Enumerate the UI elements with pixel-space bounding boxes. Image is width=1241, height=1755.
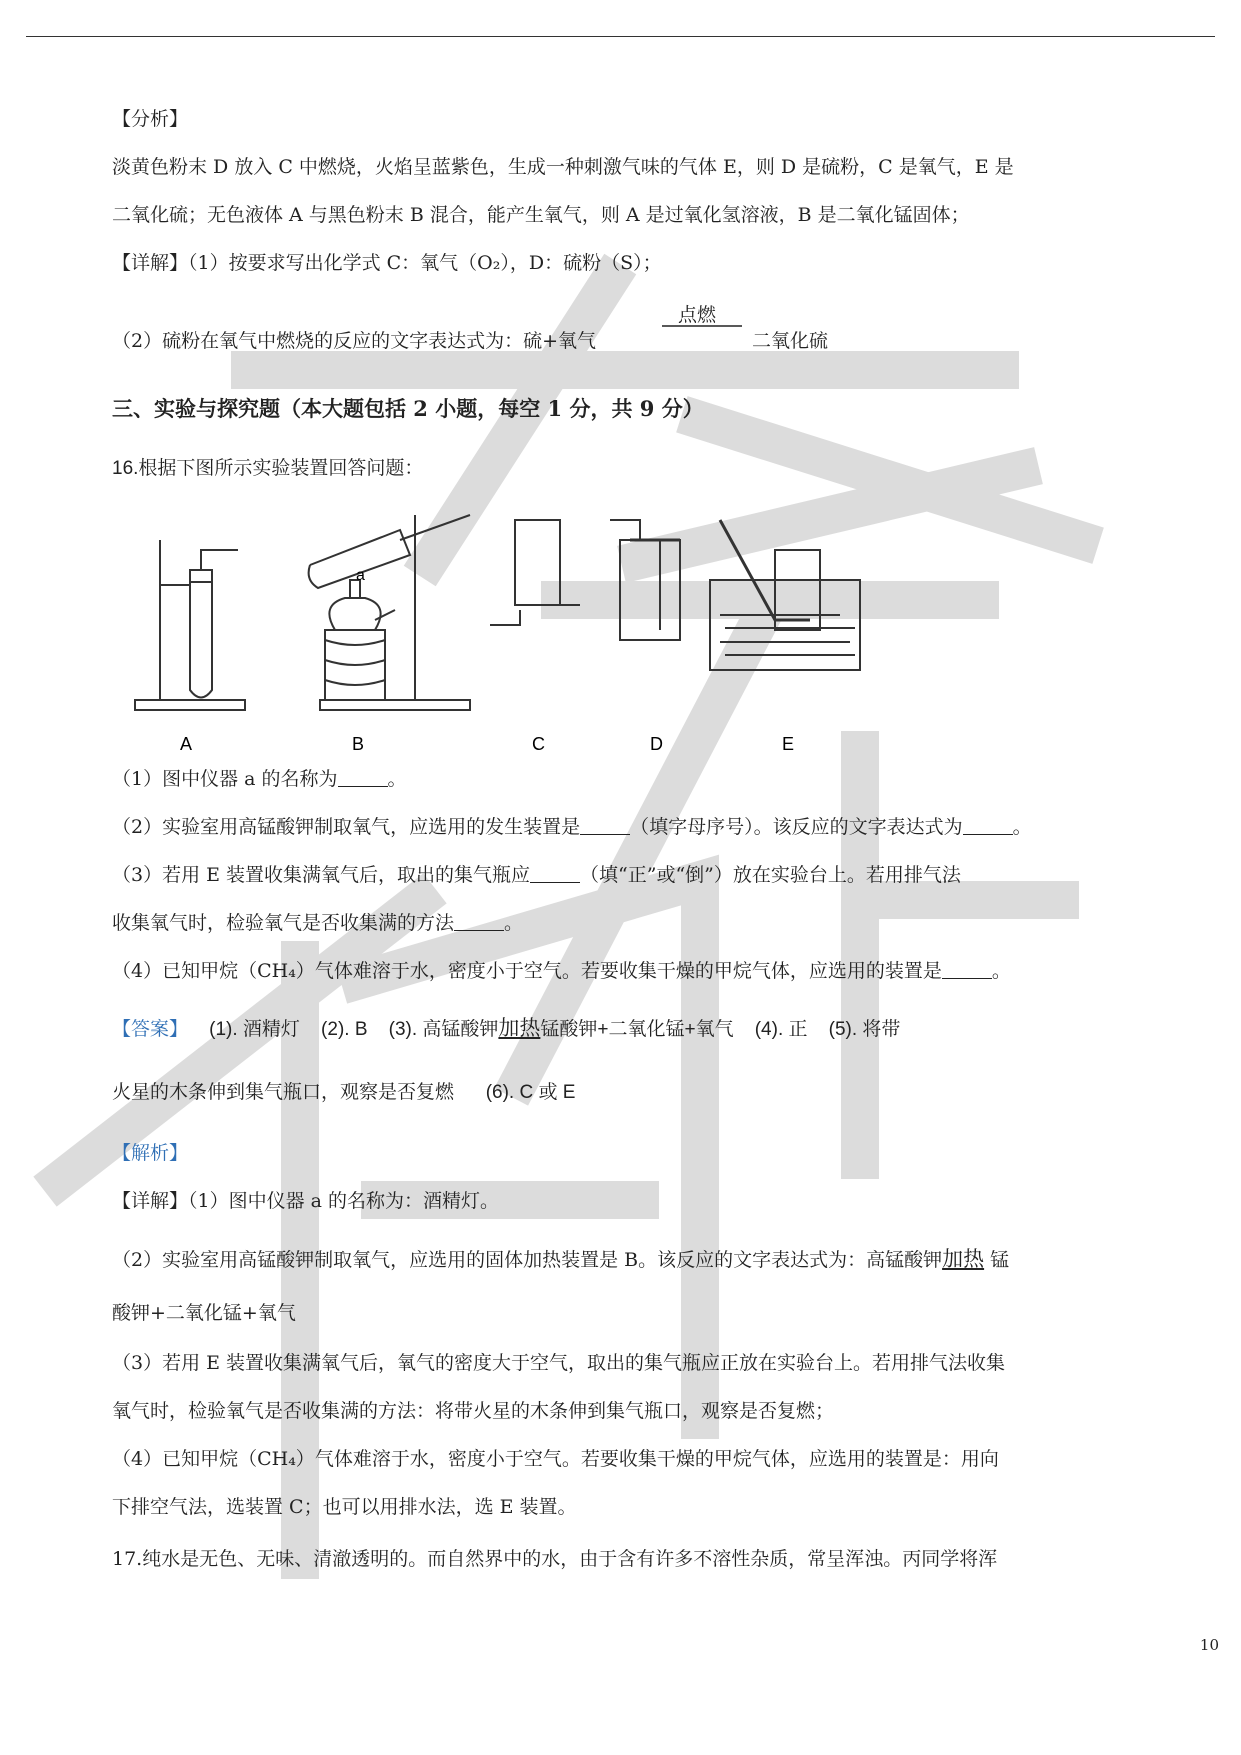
q16-sub3b: 收集氧气时，检验氧气是否收集满的方法 。 xyxy=(112,912,524,934)
q16-sub4: （4）已知甲烷（CH₄）气体难溶于水，密度小于空气。若要收集干燥的甲烷气体，应选用的装置是 。 xyxy=(112,960,1011,982)
jiexi-label: 【解析】 xyxy=(112,1142,189,1164)
label-a: a xyxy=(356,567,365,584)
blank-5[interactable] xyxy=(454,910,504,931)
blank-1[interactable] xyxy=(338,766,388,787)
apparatus-figure xyxy=(120,510,1120,750)
answer-line-2: 火星的木条伸到集气瓶口，观察是否复燃 (6). C 或 E xyxy=(112,1082,576,1103)
jiexi-d3a: （3）若用 E 装置收集满氧气后，氧气的密度大于空气，取出的集气瓶应正放在实验台上。若用排气法收集 xyxy=(112,1352,1006,1374)
header-rule xyxy=(26,36,1215,37)
q17-text: 17.纯水是无色、无味、清澈透明的。而自然界中的水，由于含有许多不溶性杂质，常呈浑浊。丙同学将浑 xyxy=(112,1548,998,1570)
jiexi-d3b: 氧气时，检验氧气是否收集满的方法：将带火星的木条伸到集气瓶口，观察是否复燃； xyxy=(112,1400,835,1422)
reaction-prefix: （2）硫粉在氧气中燃烧的反应的文字表达式为：硫+氧气 xyxy=(112,330,597,352)
analysis-paragraph-2: 二氧化硫；无色液体 A 与黑色粉末 B 混合，能产生氧气，则 A 是过氧化氢溶液，B 是二氧化锰固体； xyxy=(112,204,970,226)
jiexi-d1: 【详解】（1）图中仪器 a 的名称为：酒精灯。 xyxy=(112,1190,499,1212)
blank-4[interactable] xyxy=(530,862,580,883)
q16-sub1: （1）图中仪器 a 的名称为 。 xyxy=(112,768,407,790)
detail-text: （1）按要求写出化学式 C：氧气（O₂），D：硫粉（S）； xyxy=(188,252,662,274)
blank-2[interactable] xyxy=(580,814,630,835)
reaction-product: 二氧化硫 xyxy=(752,330,829,352)
label-B: B xyxy=(352,734,365,750)
analysis-title: 【分析】 xyxy=(112,108,189,130)
answer-line-1: 【答案】 (1). 酒精灯 (2). B (3). 高锰酸钾加热锰酸钾+二氧化锰+氧气 (4). 正 (5). 将带 xyxy=(112,1017,901,1040)
label-C: C xyxy=(532,734,545,750)
q16-stem: 16.根据下图所示实验装置回答问题： xyxy=(112,458,424,479)
answer-label: 【答案】 xyxy=(112,1019,189,1040)
reaction-condition: 点燃 xyxy=(678,304,717,326)
jiexi-d2: （2）实验室用高锰酸钾制取氧气，应选用的固体加热装置是 B。该反应的文字表达式为：高锰酸钾加热 锰 xyxy=(112,1247,1010,1271)
jiexi-d4a: （4）已知甲烷（CH₄）气体难溶于水，密度小于空气。若要收集干燥的甲烷气体，应选用的装置是：用向 xyxy=(112,1448,999,1470)
label-D: D xyxy=(650,734,663,750)
blank-6[interactable] xyxy=(942,958,992,979)
reaction-arrow-icon xyxy=(660,320,744,332)
analysis-paragraph-1: 淡黄色粉末 D 放入 C 中燃烧，火焰呈蓝紫色，生成一种刺激气味的气体 E，则 D 是硫粉，C 是氧气，E 是 xyxy=(112,156,1014,178)
detail-label: 【详解】 xyxy=(112,252,189,274)
detail-1 xyxy=(112,250,662,276)
label-E: E xyxy=(782,734,795,750)
label-A: A xyxy=(180,734,193,750)
blank-3[interactable] xyxy=(963,814,1013,835)
jiexi-d2c: 酸钾+二氧化锰+氧气 xyxy=(112,1302,296,1324)
q16-sub3a: （3）若用 E 装置收集满氧气后，取出的集气瓶应 （填“正”或“倒”）放在实验台上。若用排气法 xyxy=(112,864,961,886)
jiexi-d4b: 下排空气法，选装置 C；也可以用排水法，选 E 装置。 xyxy=(112,1496,577,1518)
q16-sub2: （2）实验室用高锰酸钾制取氧气，应选用的发生装置是 （填字母序号）。该反应的文字表达式为 。 xyxy=(112,816,1032,838)
section-3-title: 三、实验与探究题（本大题包括 2 小题，每空 1 分，共 9 分） xyxy=(112,396,704,421)
page-number: 10 xyxy=(1199,1636,1219,1654)
